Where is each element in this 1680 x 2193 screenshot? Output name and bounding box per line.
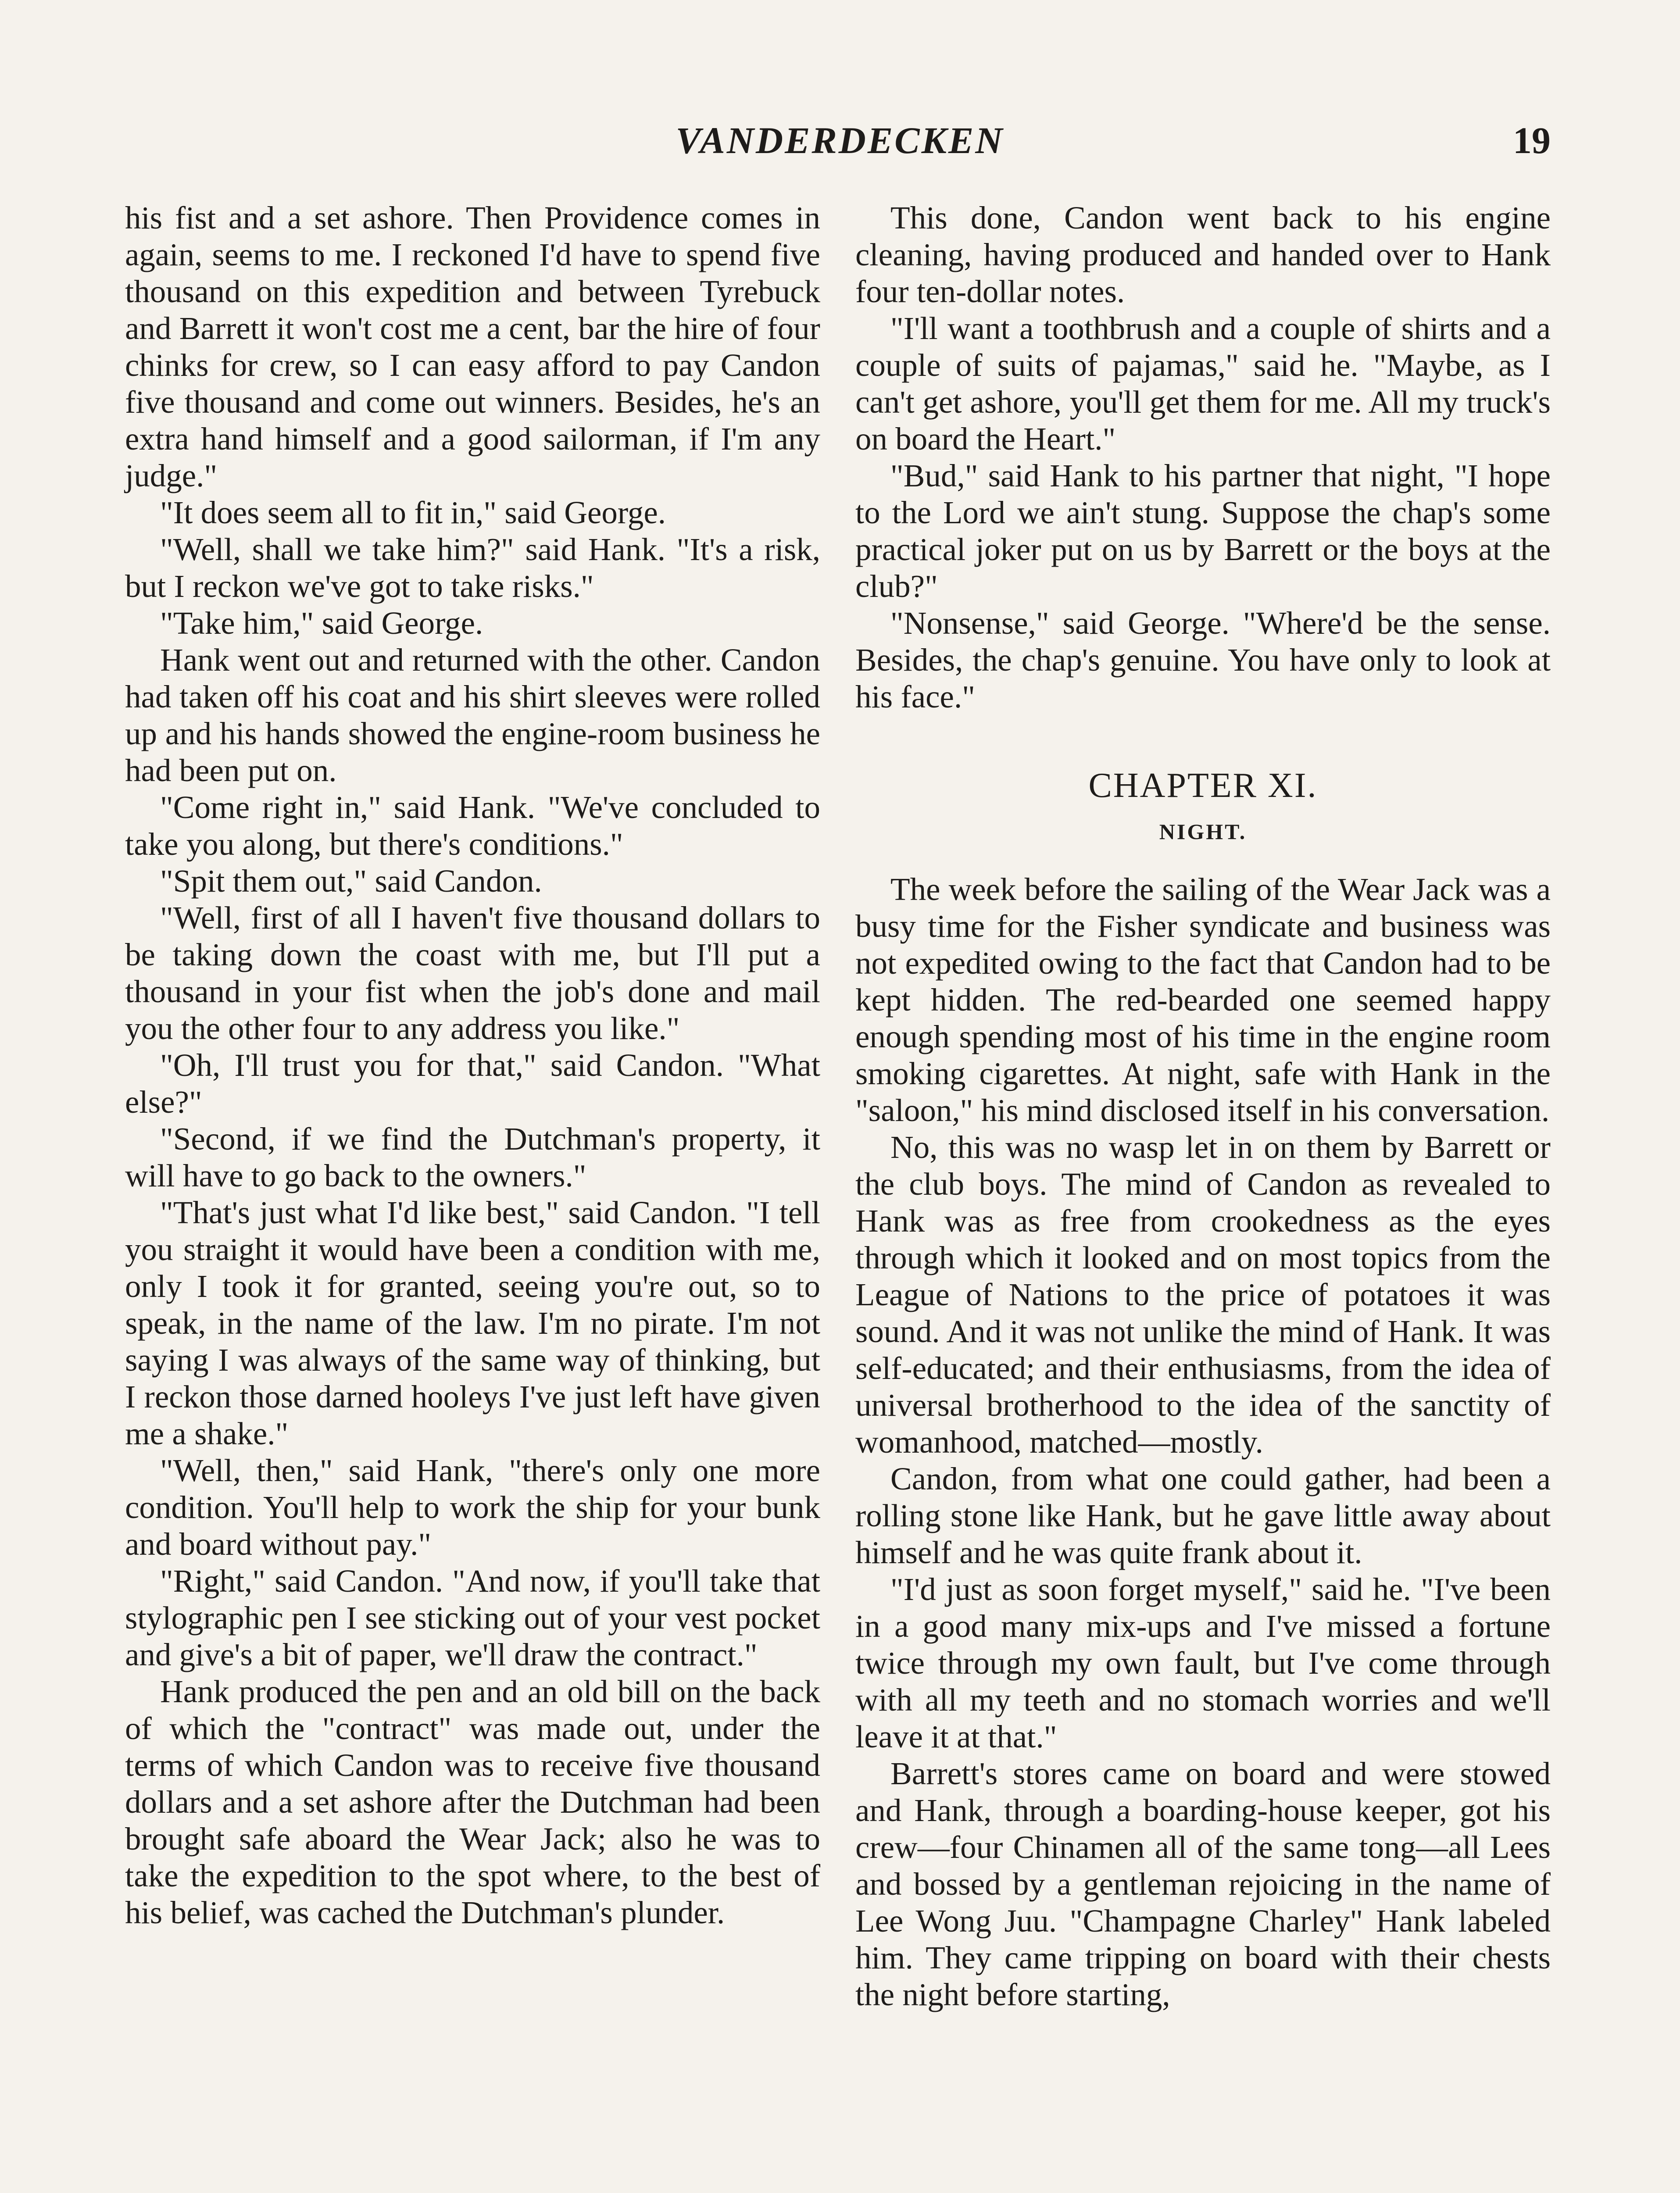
paragraph: "Spit them out," said Candon. <box>160 863 542 899</box>
paragraph: "Right," said Candon. "And now, if you'll take that stylographic pen I see sticking out of your vest pocket and give's a bit of paper, we'll draw the contract." <box>125 1563 820 1672</box>
paragraph: "Well, then," said Hank, "there's only one more condition. You'll help to work the ship for your bunk and board without pay." <box>125 1453 820 1562</box>
paragraph: "Well, shall we take him?" said Hank. "It's a risk, but I reckon we've got to take risks." <box>125 532 820 604</box>
right-column <box>855 200 1551 2013</box>
paragraph: Hank went out and returned with the other. Candon had taken off his coat and his shirt sleeves were rolled up and his hands showed the engine-room business he had been put on. <box>125 642 820 788</box>
left-column <box>125 200 820 1931</box>
paragraph: "Bud," said Hank to his partner that night, "I hope to the Lord we ain't stung. Suppose the chap's some practical joker put on us by Barrett or the boys at the club?" <box>855 458 1551 604</box>
paragraph: "Come right in," said Hank. "We've concluded to take you along, but there's conditions." <box>125 789 820 862</box>
page-number: 19 <box>1513 119 1551 161</box>
paragraph: "Take him," said George. <box>160 605 483 641</box>
paragraph: "I'd just as soon forget myself," said he. "I've been in a good many mix-ups and I've missed a fortune twice through my own fault, but I've come through with all my teeth and no stomach worries and we'll leave it at that." <box>855 1572 1551 1754</box>
paragraph: This done, Candon went back to his engine cleaning, having produced and handed over to Hank four ten-dollar notes. <box>855 200 1551 309</box>
paragraph: No, this was no wasp let in on them by Barrett or the club boys. The mind of Candon as revealed to Hank was as free from crookedness as the eyes through which it looked and on most topics from the League of Nations to the price of potatoes it was sound. And it was not unlike the mind of Hank. It was self-educated; and their enthusiasms, from the idea of universal brotherhood to the idea of the sanctity of womanhood, matched—mostly. <box>855 1129 1551 1460</box>
chapter-heading: CHAPTER XI. <box>1088 766 1318 805</box>
running-title: VANDERDECKEN <box>676 119 1004 161</box>
paragraph: "Nonsense," said George. "Where'd be the sense. Besides, the chap's genuine. You have only to look at his face." <box>855 605 1551 714</box>
paragraph: Candon, from what one could gather, had been a rolling stone like Hank, but he gave little away about himself and he was quite frank about it. <box>855 1461 1551 1570</box>
paragraph: Hank produced the pen and an old bill on the back of which the "contract" was made out, under the terms of which Candon was to receive five thousand dollars and a set ashore after the Dutchman had been brought safe aboard the Wear Jack; also he was to take the expedition to the spot where, to the best of his belief, was cached the Dutchman's plunder. <box>125 1674 820 1930</box>
page-header <box>0 118 1680 171</box>
paragraph: "Second, if we find the Dutchman's property, it will have to go back to the owners." <box>125 1121 820 1193</box>
paragraph: "That's just what I'd like best," said Candon. "I tell you straight it would have been a condition with me, only I took it for granted, seeing you're out, so to speak, in the name of the law. I'm no pirate. I'm not saying I was always of the same way of thinking, but I reckon those darned hooleys I've just left have given me a shake." <box>125 1195 820 1451</box>
paragraph: Barrett's stores came on board and were stowed and Hank, through a boarding-house keeper, got his crew—four Chinamen all of the same tong—all Lees and bossed by a gentleman rejoicing in the name of Lee Wong Juu. "Champagne Charley" Hank labeled him. They came tripping on board with their chests the night before starting, <box>855 1756 1551 2012</box>
paragraph: "It does seem all to fit in," said George. <box>160 495 666 530</box>
chapter-subtitle: NIGHT. <box>1159 819 1247 844</box>
paragraph: "Oh, I'll trust you for that," said Candon. "What else?" <box>125 1047 820 1120</box>
paragraph: "I'll want a toothbrush and a couple of shirts and a couple of suits of pajamas," said he. "Maybe, as I can't get ashore, you'll get them for me. All my truck's on board the Heart." <box>855 311 1551 457</box>
paragraph: The week before the sailing of the Wear Jack was a busy time for the Fisher syndicate and business was not expedited owing to the fact that Candon had to be kept hidden. The red-bearded one seemed happy enough spending most of his time in the engine room smoking cigarettes. At night, safe with Hank in the "saloon," his mind disclosed itself in his conversation. <box>855 871 1551 1128</box>
paragraph: his fist and a set ashore. Then Providence comes in again, seems to me. I reckoned I'd have to spend five thousand on this expedition and between Tyrebuck and Barrett it won't cost me a cent, bar the hire of four chinks for crew, so I can easy afford to pay Candon five thousand and come out winners. Besides, he's an extra hand himself and a good sailorman, if I'm any judge." <box>125 200 820 493</box>
paragraph: "Well, first of all I haven't five thousand dollars to be taking down the coast with me, but I'll put a thousand in your fist when the job's done and mail you the other four to any address you like." <box>125 900 820 1046</box>
